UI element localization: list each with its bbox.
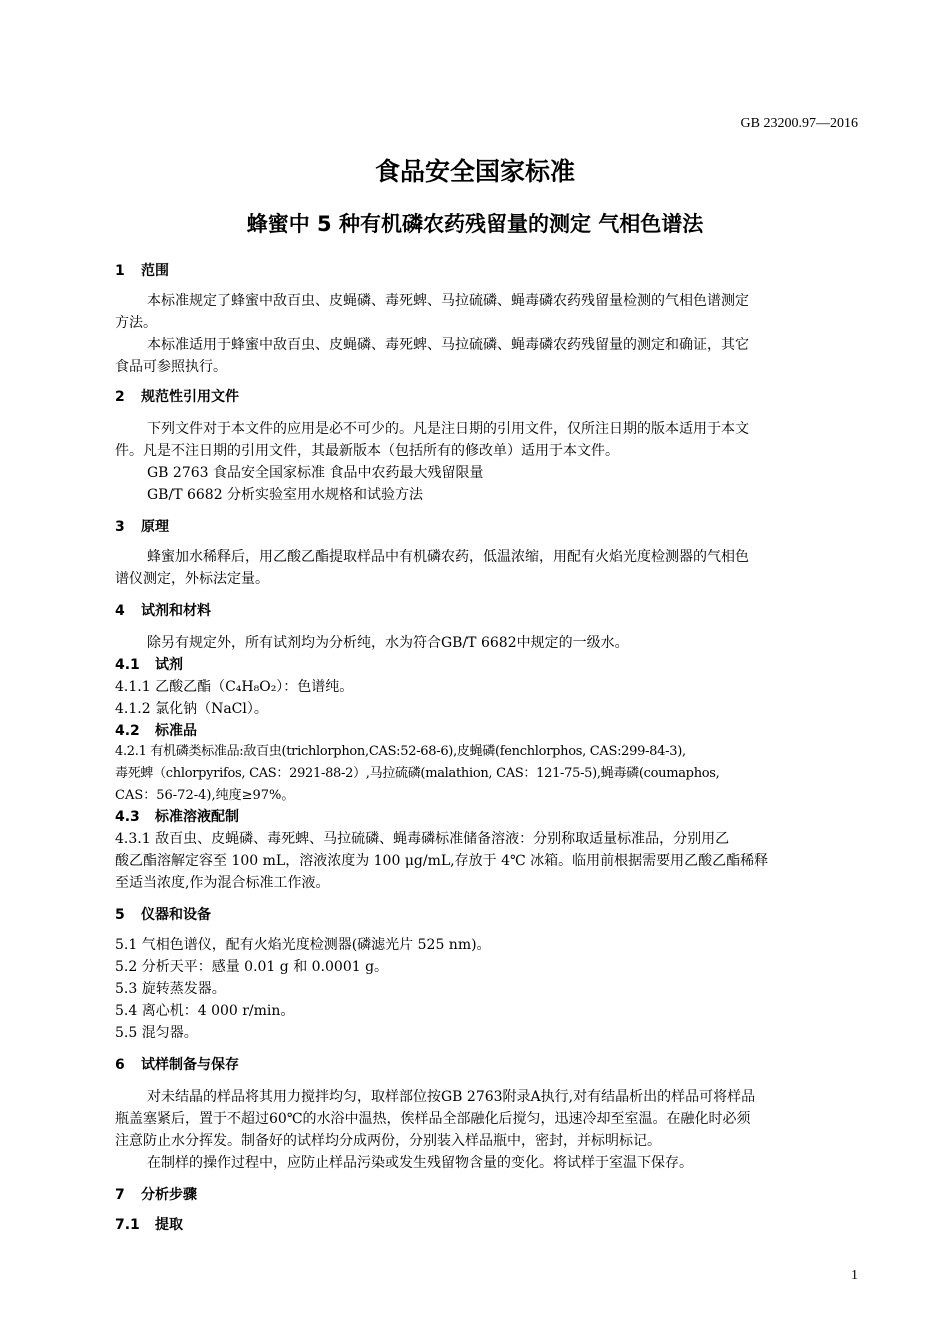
subsection-4-1-heading: 4.1 试剂 [115,657,183,673]
clause-item: 4.1.1 乙酸乙酯（C₄H₈O₂）：色谱纯。 [115,679,354,695]
paragraph: 在制样的操作过程中，应防止样品污染或发生残留物含量的变化。将试样于室温下保存。 [147,1155,693,1171]
clause-item: CAS：56-72-4),纯度≥97%。 [115,788,295,803]
subsection-4-3-heading: 4.3 标准溶液配制 [115,809,239,825]
reference-item: GB 2763 食品安全国家标准 食品中农药最大残留限量 [147,465,484,481]
paragraph: 本标准规定了蜂蜜中敌百虫、皮蝇磷、毒死蜱、马拉硫磷、蝇毒磷农药残留量检测的气相色谱测定 [147,293,749,309]
section-5-heading: 5 仪器和设备 [115,907,211,923]
paragraph: 件。凡是不注日期的引用文件，其最新版本（包括所有的修改单）适用于本文件。 [115,443,619,459]
paragraph: 瓶盖塞紧后，置于不超过60℃的水浴中温热，俟样品全部融化后搅匀，迅速冷却至室温。在融化时必须 [115,1111,751,1127]
clause-item: 4.3.1 敌百虫、皮蝇磷、毒死蜱、马拉硫磷、蝇毒磷标准储备溶液：分别称取适量标准品，分别用乙 [115,831,730,847]
clause-item: 毒死蜱（chlorpyrifos, CAS：2921-88-2）,马拉硫磷(malathion, CAS：121-75-5),蝇毒磷(coumaphos, [115,766,720,781]
paragraph: 注意防止水分挥发。制备好的试样均分成两份，分别装入样品瓶中，密封，并标明标记。 [115,1133,661,1149]
section-6-heading: 6 试样制备与保存 [115,1057,239,1073]
document-title: 食品安全国家标准 [374,157,575,186]
section-2-heading: 2 规范性引用文件 [115,389,239,405]
page-number: 1 [851,1268,858,1283]
paragraph: 下列文件对于本文件的应用是必不可少的。凡是注日期的引用文件，仅所注日期的版本适用于本文 [147,421,749,437]
section-3-heading: 3 原理 [115,519,169,535]
paragraph: 谱仪测定，外标法定量。 [115,571,269,587]
clause-item: 至适当浓度,作为混合标准工作液。 [115,875,330,891]
section-4-heading: 4 试剂和材料 [115,603,211,619]
section-1-heading: 1 范围 [115,263,169,279]
section-7-heading: 7 分析步骤 [115,1187,197,1203]
paragraph: 食品可参照执行。 [115,359,227,375]
equipment-item: 5.2 分析天平：感量 0.01 g 和 0.0001 g。 [115,959,389,975]
paragraph: 对未结晶的样品将其用力搅拌均匀，取样部位按GB 2763附录A执行,对有结晶析出的样品可将样品 [147,1089,756,1105]
equipment-item: 5.5 混匀器。 [115,1025,198,1041]
paragraph: 方法。 [115,315,157,331]
clause-item: 4.2.1 有机磷类标准品:敌百虫(trichlorphon,CAS:52-68-6),皮蝇磷(fenchlorphos, CAS:299-84-3), [115,744,686,759]
clause-item: 4.1.2 氯化钠（NaCl）。 [115,701,268,717]
subsection-4-2-heading: 4.2 标准品 [115,723,197,739]
paragraph: 除另有规定外，所有试剂均为分析纯，水为符合GB/T 6682中规定的一级水。 [147,635,629,651]
clause-item: 酸乙酯溶解定容至 100 mL，溶液浓度为 100 μg/mL,存放于 4℃ 冰箱。临用前根据需要用乙酸乙酯稀释 [115,853,769,869]
paragraph: 蜂蜜加水稀释后，用乙酸乙酯提取样品中有机磷农药，低温浓缩，用配有火焰光度检测器的气相色 [147,549,749,565]
equipment-item: 5.1 气相色谱仪，配有火焰光度检测器(磷滤光片 525 nm)。 [115,937,491,953]
standard-code: GB 23200.97—2016 [740,116,858,131]
subsection-7-1-heading: 7.1 提取 [115,1217,183,1233]
reference-item: GB/T 6682 分析实验室用水规格和试验方法 [147,487,424,503]
document-subtitle: 蜂蜜中 5 种有机磷农药残留量的测定 气相色谱法 [246,212,704,236]
paragraph: 本标准适用于蜂蜜中敌百虫、皮蝇磷、毒死蜱、马拉硫磷、蝇毒磷农药残留量的测定和确证，其它 [147,337,749,353]
equipment-item: 5.4 离心机：4 000 r/min。 [115,1003,295,1019]
equipment-item: 5.3 旋转蒸发器。 [115,981,226,997]
